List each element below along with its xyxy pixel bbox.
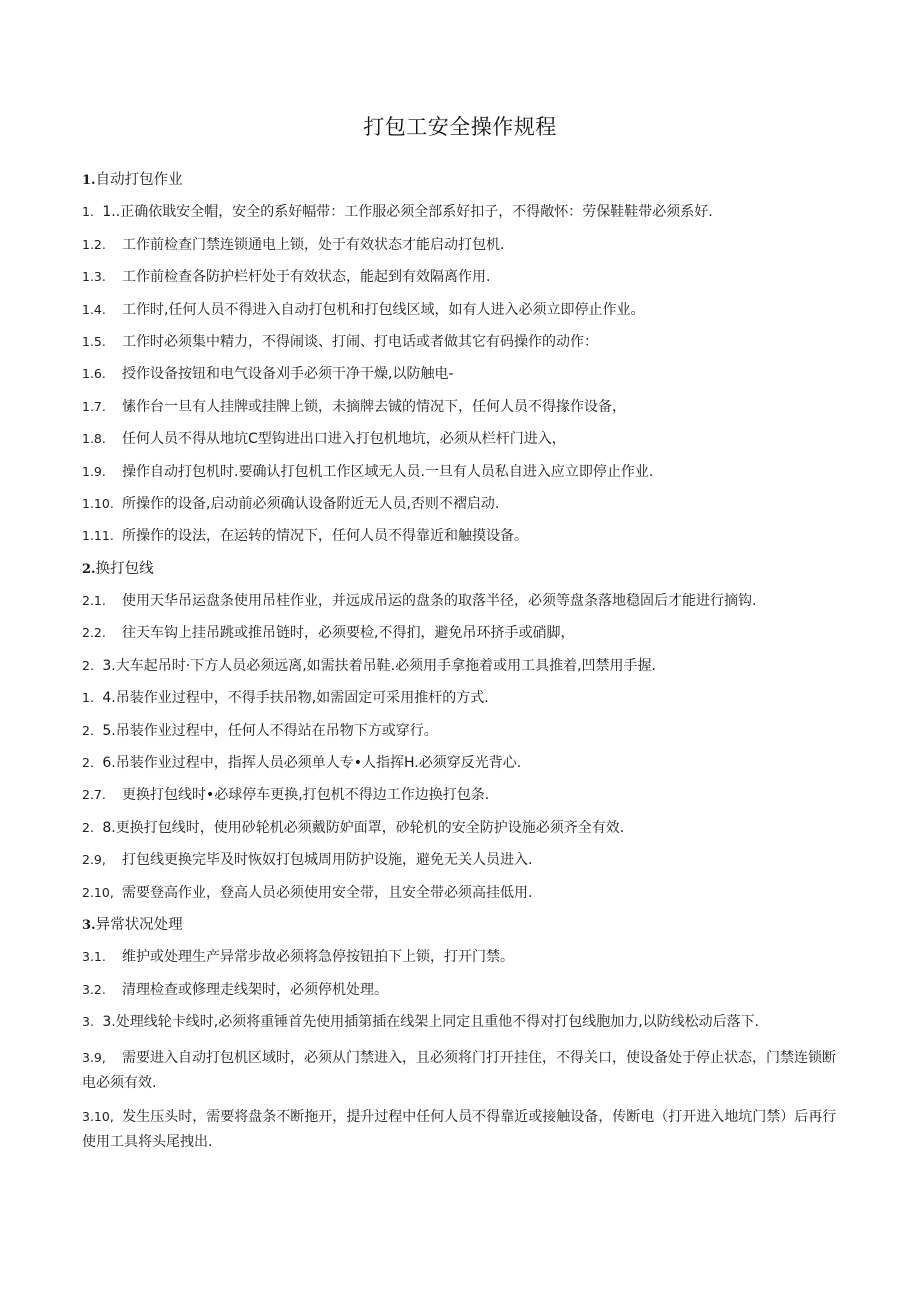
rule-item [82,721,842,741]
rule-text: 维护或处理生产异常步故必须将急停按钮拍下上锁，打开门禁。 [122,949,514,966]
rule-text: 更换打包线时•必球停车更换,打包机不得边工作边换打包条. [122,787,490,804]
rule-number: 2.7. [82,787,106,803]
rule-number: 2.9, [82,852,106,868]
section-number: 3. [82,917,96,933]
rule-text: 往天车钩上挂吊跳或推吊链时，必须要检,不得扪，避免吊环挤手或硝脚， [122,625,575,642]
rule-text: 1..正确依戢安全帽，安全的系好幅带：工作服必须全部系好扣子，不得敞怀：劳保鞋鞋带必须系好. [102,204,713,221]
rule-item [82,883,842,903]
rule-text: 工作时,任何人员不得进入自动打包机和打包线区域，如有人进入必须立即停止作业。 [122,301,645,318]
rule-text: 需要进入自动打包机区域时，必须从门禁进入，且必须将门打开挂住，不得关口，使设备处于停止状态，门禁连锁断电必须有效. [82,1049,836,1091]
rule-number: 3.1. [82,949,106,965]
rule-text: 工作前检查各防护栏杆处于有效状态，能起到有效隔离作用. [122,269,491,286]
rule-item [82,753,842,773]
rule-number: 3.9, [82,1049,106,1065]
rule-number: 2.2. [82,625,106,641]
rule-text: 8.更换打包线时，使用砂轮机必须戴防妒面罩，砂轮机的安全防护设施必须齐全有效. [102,819,625,836]
rule-item [82,623,842,643]
rule-number: 3.10, [82,1108,114,1124]
rule-number: 1. [82,204,94,220]
rule-item [82,785,842,805]
rule-text: 所操作的设法，在运转的情况下，任何人员不得靠近和触摸设备。 [122,528,528,545]
rule-text: 打包线更换完毕及时恢奴打包城周用防护设施，避免无关人员进入. [122,852,533,869]
rule-item [82,526,842,546]
rule-item [82,1012,842,1032]
rule-item [82,656,842,676]
rule-item [82,688,842,708]
section-heading [82,915,842,935]
rule-item [82,397,842,417]
rule-item [82,980,842,1000]
section-title: 换打包线 [95,560,154,577]
rule-text: 愫作台一旦有人挂牌或挂牌上锁，未摘牌去铖的情况下，任何人员不得掾作设备， [122,398,626,415]
rule-text: 所操作的设备,启动前必须确认设备附近无人员,否则不褶启动. [122,495,500,512]
document-title: 打包工安全操作规程 [363,115,557,139]
rule-text: 需要登高作业，登高人员必须使用安全带，且安全带必须高挂低用. [122,884,533,901]
rule-number: 2. [82,755,94,771]
rule-text: 发生压头时，需要将盘条不断拖开，提升过程中任何人员不得靠近或接触设备，传断电（打开进入地坑门禁）后再行使用工具将头尾拽出. [82,1108,837,1150]
rule-number: 2. [82,819,94,835]
rule-item [82,300,842,320]
rule-text: 工作时必须集中精力，不得闹谈、打闹、打电话或者做其它有码操作的动作： [122,333,598,350]
rule-number: 1. [82,690,94,706]
rule-text: 使用天华吊运盘条使用吊桂作业，并远成吊运的盘条的取落半径，必须等盘条落地稳固后才能进行摘钩. [122,593,757,610]
section-title: 自动打包作业 [95,172,183,188]
rule-item [82,429,842,449]
rule-number: 3.2. [82,981,106,997]
rule-text: 3.处理线轮卡线时,必须将重锤首先使用插第插在线架上同定且重他不得对打包线胞加力,以防线松动后落下. [102,1014,760,1031]
rule-number: 2.1. [82,593,106,609]
rule-number: 1.4. [82,301,106,317]
rule-text: 6.吊装作业过程中，指挥人员必须单人专•人指挥H.必须穿反光背心. [102,755,522,772]
rule-item [82,267,842,287]
rule-number: 2. [82,657,94,673]
rule-item [82,462,842,482]
rule-text: 清理检查或修理走线架时，必须停机处理。 [122,981,388,998]
rule-item [82,1104,842,1155]
rule-number: 1.7. [82,398,106,414]
rule-item [82,235,842,255]
rule-item [82,364,842,384]
rule-item [82,818,842,838]
rule-number: 3. [82,1014,94,1030]
rule-item [82,494,842,514]
rule-text: 工作前检查门禁连锁通电上锁，处于有效状态才能启动打包机. [122,236,505,253]
rule-number: 1.8. [82,431,106,447]
rule-number: 1.11. [82,528,114,544]
section-title: 异常状况处理 [95,916,183,933]
section-heading [82,170,842,190]
section-heading [82,559,842,579]
rule-item [82,1045,842,1096]
rule-number: 1.2. [82,236,106,252]
rule-number: 1.9. [82,463,106,479]
section-number: 1. [82,173,96,188]
rule-item [82,202,842,222]
rule-text: 任何人员不得从地坑C型钩进出口进入打包机地坑，必须从栏杆门进入， [122,431,566,448]
rule-text: 3.大车起吊时·下方人员必须远离,如需扶着吊鞋.必须用手拿拖着或用工具推着,凹禁用手握. [102,657,656,674]
rule-text: 5.吊装作业过程中，任何人不得站在吊物下方或穿行。 [102,722,438,739]
rule-number: 2. [82,722,94,738]
rule-text: 操作自动打包机时.要确认打包机工作区域无人员.一旦有人员私自进入应立即停止作业. [122,463,654,480]
rule-item [82,850,842,870]
rule-number: 1.10. [82,495,114,511]
rule-item [82,947,842,967]
rule-number: 1.5. [82,333,106,349]
rule-text: 授作设备按钮和电气设备刈手必须干净干燥,以防触电- [122,366,454,383]
rule-number: 1.3. [82,269,106,285]
rule-item [82,591,842,611]
rule-text: 4.吊装作业过程中，不得手扶吊物,如需固定可采用推杆的方式. [102,690,489,707]
rule-number: 1.6. [82,366,106,382]
rule-number: 2.10, [82,884,114,900]
rule-item [82,332,842,352]
document-body [82,170,842,1163]
section-number: 2. [82,561,96,577]
